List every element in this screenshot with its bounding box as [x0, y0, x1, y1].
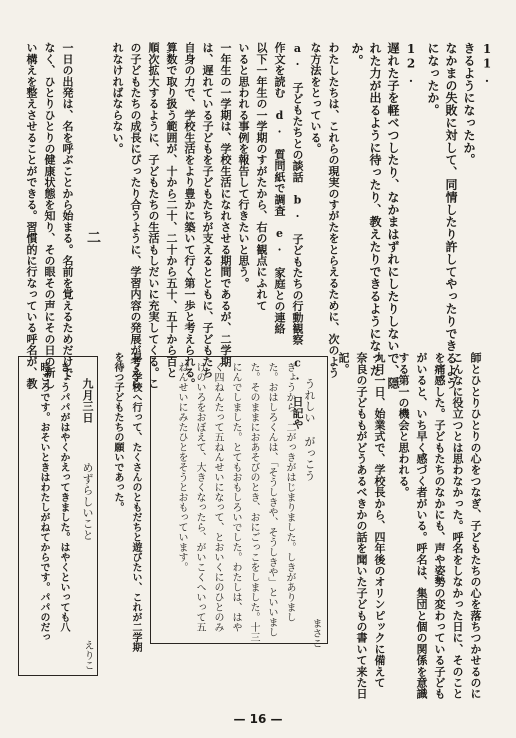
report-line-3: 一年生の一学期は、学校生活になれさせる期間であるが、二学期	[219, 42, 232, 367]
report-line-4: は、遅れている子どもを子どもたちが支えるとともに、子どもたち	[201, 42, 214, 378]
diary-1-line-3: た。そのままにおあそびのとき、おにごっこをしました。十三	[248, 362, 259, 642]
body-line-4: がいると、いち早く感づく者がいる。呼名は、集団と個の関係を意識	[415, 352, 428, 700]
report-line-7: 順次拡大するように、子どもたちの生活もしだいに充実してくる。こ	[147, 42, 160, 390]
report-line-9: れなければならない。	[111, 42, 124, 154]
item-12-number: 12.	[404, 42, 418, 86]
item-12-line-1: 遅れた子を軽べつしたり、なかまはずれにしたりしないで、隠	[386, 42, 400, 390]
body-line-3: を痛感した。子どもたちのなかにも、声や姿勢の変わっている子ども	[433, 352, 446, 700]
item-11-line-2: なかまの失敗に対して、同情したり許してやったりできるよう	[444, 42, 458, 390]
diary-2-date: 九月三日	[81, 378, 94, 423]
body-line-1: 師とひとりひとりの心をつなぎ、子どもたちの心を落ちつかせるのに	[469, 352, 482, 700]
diary-1-line-4: にんでしました。とてもおもしろいでした。わたしは、はや	[230, 362, 241, 632]
diary-2-line-1: きょうパパがはやくかえってきました。はやくといっても八	[58, 362, 69, 632]
intro-line-1: わたしたちは、これらの現実のすがたをとらえるために、次のよう	[327, 42, 340, 378]
report-line-5: 自身の力で、学校生活をより豊かに築いて行く第一歩と考えられる。	[183, 42, 196, 390]
intro-line-2: な方法をとっている。	[309, 42, 322, 154]
section-heading-two: 二	[85, 230, 101, 245]
body-line-6: 九月一日、始業式で、学校長から、四年後のオリンピックに備えて	[373, 352, 386, 688]
body-line-7: 奈良の子どももがどうあるべきかの話を聞いた子どもの書いて来た日	[355, 352, 368, 700]
method-line-2: 作文を読む d. 質問紙で調査 e. 家庭との連絡	[273, 42, 286, 334]
section-line-2: なく、ひとりひとりの健康状態を知り、その眼その声にその日の新し	[43, 42, 56, 390]
body-line-5: する第一の機会と思われる。	[397, 352, 410, 498]
report-line-2: いると思われる事例を報告して行きたいと思う。	[237, 42, 250, 289]
report-line-6: 算数で取り扱う範囲が、十から二十、二十から五十、五十から百と	[165, 42, 178, 378]
method-line-1: a. 子どもたちとの談話 b. 子どもたちの行動観察 c. 日記や	[291, 42, 304, 430]
after-diary-line-2: を待つ子どもたちの願いであった。	[112, 352, 123, 512]
body-line-2: こんなに役立つとは思わなかった。呼名をしなかった日に、そのこと	[451, 352, 464, 700]
diary-1-line-5: く四ねんたって五ねんせいになって、とおいくにのひとのみ	[212, 362, 223, 632]
diary-2-author: えりこ	[82, 640, 93, 670]
page-number: — 16 —	[233, 712, 283, 726]
item-12-line-3: か。	[350, 42, 364, 67]
diary-1-title: うれしい がっこう	[303, 378, 316, 481]
diary-1-line-6: けのいろをおぼえて、大きくなったら、がいこくへいって五	[194, 362, 205, 632]
item-11-number: 11.	[480, 42, 494, 86]
body-line-8: 記。	[337, 352, 350, 375]
report-line-1: 以下一年生の一学期のすがたから、右の観点にふれて	[255, 42, 268, 311]
diary-1-line-1: きょうから、二がっきがはじまりました。しきがありまし	[284, 362, 295, 622]
section-line-1: 一日の出発は、名を呼ぶことから始まる。名前を覚えるためだけで	[61, 42, 74, 378]
item-11-line-3: になったか。	[426, 42, 440, 117]
diary-1-line-7: ねんせいにみたひとをそうとおもっています。	[176, 362, 187, 572]
diary-1-author: まさこ	[310, 618, 321, 648]
section-line-3: い構えを整えさせることができる。習慣的に行なっている呼名が、教	[25, 42, 38, 390]
diary-2-line-2: 時ごろです。おそいときはわたしがねてからです。パパのだっ	[38, 362, 49, 642]
item-11-line-1: きるようになったか。	[462, 42, 476, 166]
diary-1-line-2: た。おはしろくんは、「そうしきや、そうしきや」といいまし	[266, 362, 277, 637]
item-12-line-2: れた力が出るように待ったり、教えたりできるようになった	[368, 42, 382, 377]
report-line-8: の子どもたちの成長にぴったり合うように、学習内容の発展が考えら	[129, 42, 142, 390]
after-diary-line-1: 早く学校へ行って、たくさんのともだちと遊びたい、これが二学期	[130, 352, 141, 652]
diary-2-title: めずらしいこと	[81, 462, 94, 541]
